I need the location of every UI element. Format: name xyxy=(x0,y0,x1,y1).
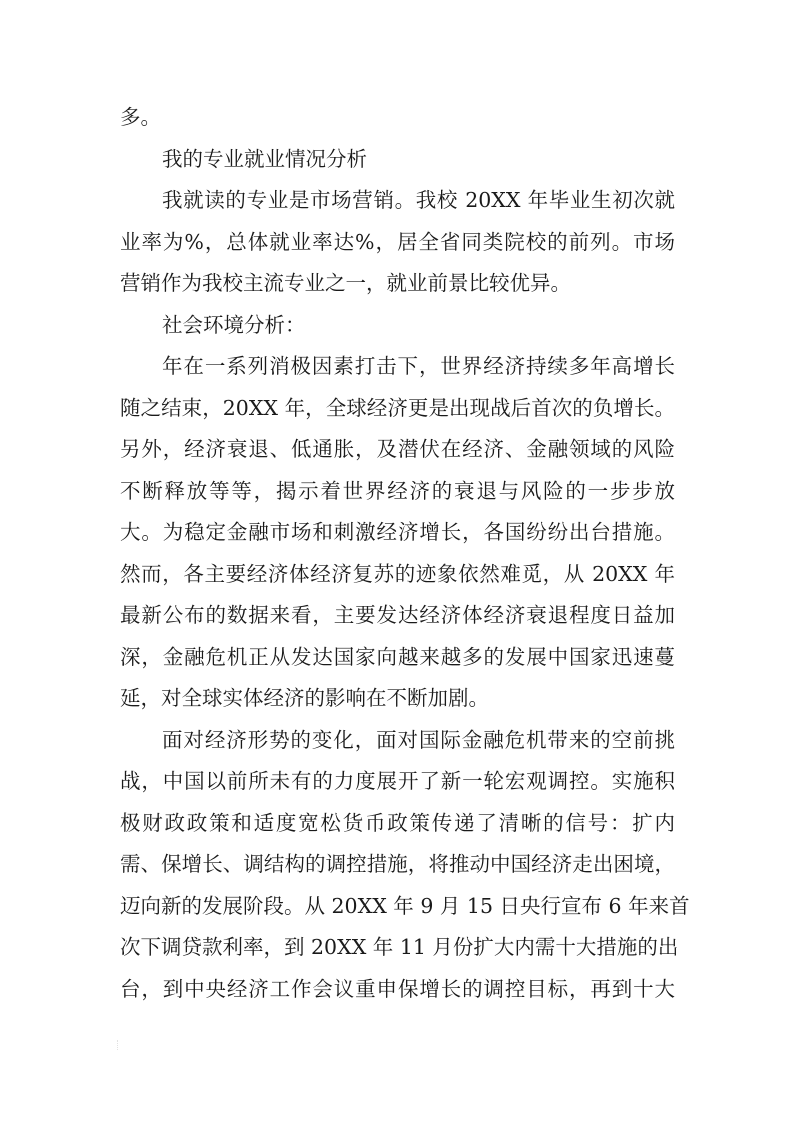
section-heading-major-employment: 我的专业就业情况分析 xyxy=(162,146,367,171)
text-line: 最新公布的数据来看，主要发达经济体经济衰退程度日益加 xyxy=(120,603,675,627)
text-line: 多。 xyxy=(120,105,161,129)
text-line: 不断释放等等，揭示着世界经济的衰退与风险的一步步放 xyxy=(120,478,675,503)
page-margin-mark xyxy=(117,1040,119,1050)
text-line: 次下调贷款利率，到 20XX 年 11 月份扩大内需十大措施的出 xyxy=(120,935,679,959)
section-heading-social-environment: 社会环境分析： xyxy=(162,312,306,337)
text-line: 面对经济形势的变化，面对国际金融危机带来的空前挑 xyxy=(162,727,675,752)
text-line: 营销作为我校主流专业之一，就业前景比较优异。 xyxy=(120,271,571,295)
text-line: 需、保增长、调结构的调控措施，将推动中国经济走出困境， xyxy=(120,852,675,876)
text-line: 深，金融危机正从发达国家向越来越多的发展中国家迅速蔓 xyxy=(120,644,675,669)
document-body xyxy=(120,97,690,1010)
text-line: 迈向新的发展阶段。从 20XX 年 9 月 15 日央行宣布 6 年来首 xyxy=(120,893,690,918)
text-line: 台，到中央经济工作会议重申保增长的调控目标，再到十大 xyxy=(120,976,675,1001)
text-line: 然而，各主要经济体经济复苏的迹象依然难觅，从 20XX 年 xyxy=(120,561,675,586)
text-line: 延，对全球实体经济的影响在不断加剧。 xyxy=(120,686,489,710)
text-line: 业率为%，总体就业率达%，居全省同类院校的前列。市场 xyxy=(120,229,675,254)
text-line: 随之结束，20XX 年，全球经济更是出现战后首次的负增长。 xyxy=(120,395,675,420)
text-line: 年在一系列消极因素打击下，世界经济持续多年高增长 xyxy=(162,354,675,378)
text-line: 另外，经济衰退、低通胀，及潜伏在经济、金融领域的风险 xyxy=(120,437,675,461)
text-line: 大。为稳定金融市场和刺激经济增长，各国纷纷出台措施。 xyxy=(120,520,675,544)
text-line: 我就读的专业是市场营销。我校 20XX 年毕业生初次就 xyxy=(162,188,675,212)
text-line: 战，中国以前所未有的力度展开了新一轮宏观调控。实施积 xyxy=(120,769,675,793)
text-line: 极财政政策和适度宽松货币政策传递了清晰的信号：扩内 xyxy=(120,810,675,835)
